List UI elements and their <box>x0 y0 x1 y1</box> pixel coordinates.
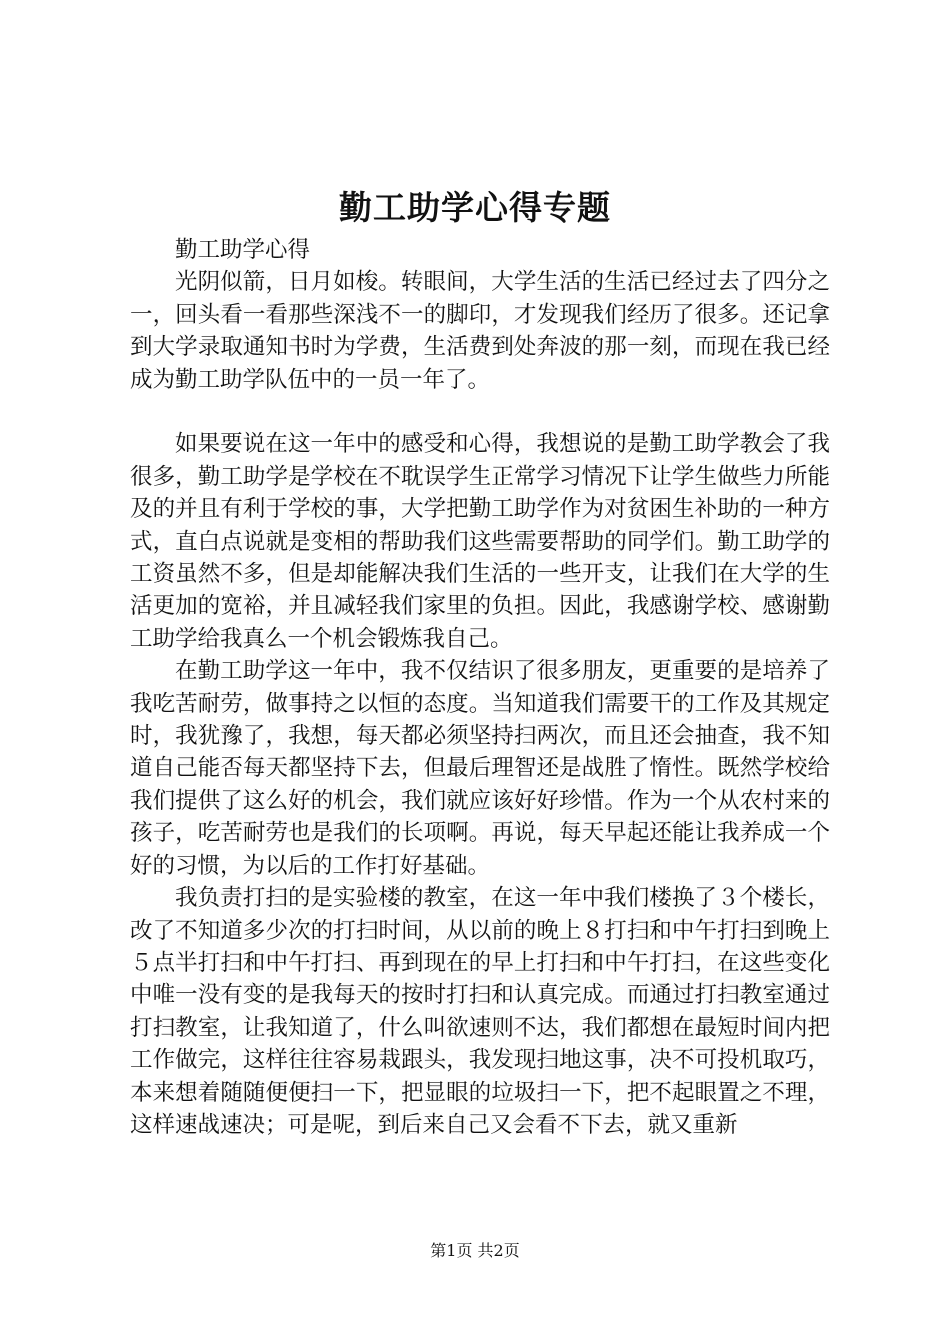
paragraph-spacer <box>130 396 830 428</box>
paragraph-2: 如果要说在这一年中的感受和心得，我想说的是勤工助学教会了我很多，勤工助学是学校在不耽误学生正常学习情况下让学生做些力所能及的并且有利于学校的事，大学把勤工助学作为对贫困生补助的一种方式，直白点说就是变相的帮助我们这些需要帮助的同学们。勤工助学的工资虽然不多，但是却能解决我们生活的一些开支，让我们在大学的生活更加的宽裕，并且减轻我们家里的负担。因此，我感谢学校、感谢勤工助学给我真么一个机会锻炼我自己。 <box>130 431 830 652</box>
paragraph-4: 我负责打扫的是实验楼的教室，在这一年中我们楼换了３个楼长，改了不知道多少次的打扫时间，从以前的晚上８打扫和中午打扫到晚上５点半打扫和中午打扫、再到现在的早上打扫和中午打扫，在这些变化中唯一没有变的是我每天的按时打扫和认真完成。而通过打扫教室通过打扫教室，让我知道了，什么叫欲速则不达，我们都想在最短时间内把工作做完，这样往往容易栽跟头，我发现扫地这事，决不可投机取巧，本来想着随随便便扫一下，把显眼的垃圾扫一下，把不起眼置之不理，这样速战速决；可是呢，到后来自己又会看不下去，就又重新 <box>130 885 830 1138</box>
page-number: 第1页 共2页 <box>430 1241 520 1260</box>
document-subtitle: 勤工助学心得 <box>175 237 311 263</box>
paragraph-3: 在勤工助学这一年中，我不仅结识了很多朋友，更重要的是培养了我吃苦耐劳，做事持之以恒的态度。当知道我们需要干的工作及其规定时，我犹豫了，我想，每天都必须坚持扫两次，而且还会抽查，我不知道自己能否每天都坚持下去，但最后理智还是战胜了惰性。既然学校给我们提供了这么好的机会，我们就应该好好珍惜。作为一个从农村来的孩子，吃苦耐劳也是我们的长项啊。再说，每天早起还能让我养成一个好的习惯，为以后的工作打好基础。 <box>130 658 830 879</box>
document-body <box>130 234 830 1141</box>
document-title: 勤工助学心得专题 <box>339 188 611 227</box>
paragraph-1: 光阴似箭，日月如梭。转眼间，大学生活的生活已经过去了四分之一，回头看一看那些深浅不一的脚印，才发现我们经历了很多。还记拿到大学录取通知书时为学费，生活费到处奔波的那一刻，而现在我已经成为勤工助学队伍中的一员一年了。 <box>130 269 830 393</box>
